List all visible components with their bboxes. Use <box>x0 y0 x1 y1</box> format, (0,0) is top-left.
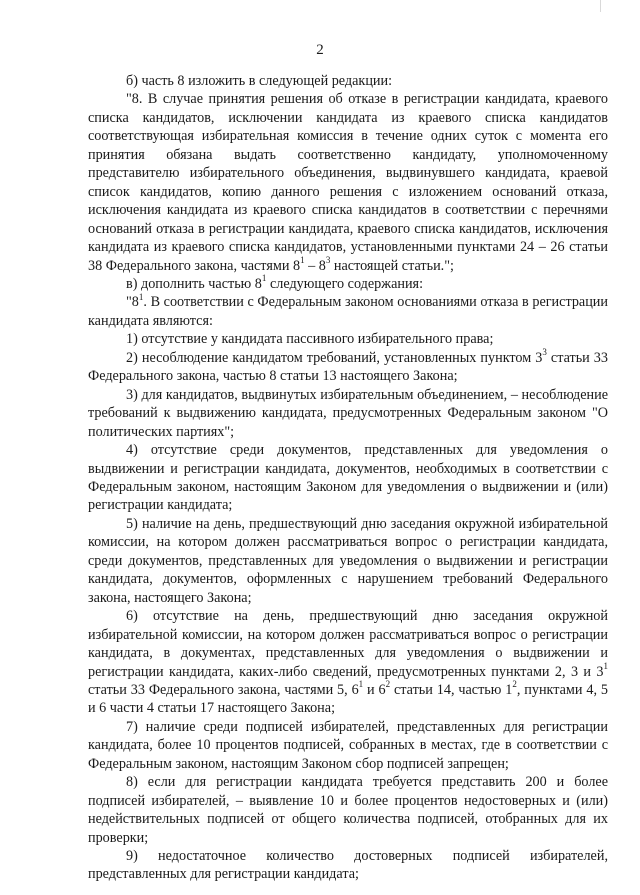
superscript: 1 <box>603 660 608 671</box>
text-run: 8) если для регистрации кандидата требуется представить 200 и более подписей избирателей, – выявление 10 и более процентов недостоверных и (или) недействительных подписей от общего количества подписей, отобранных для их проверки; <box>88 774 608 846</box>
text-run: 4) отсутствие среди документов, представленных для уведомления о выдвижении и регистрации кандидата, документов, необходимых в соответствии с Федеральным законом, настоящим Законом для уведомления о выдвижении и (или) регистрации кандидата; <box>88 442 608 514</box>
text-run: 5) наличие на день, предшествующий дню заседания окружной избирательной комиссии, на котором должен рассматриваться вопрос о регистрации кандидата, среди документов, представленных для уведомления о выдвижении и регистрации кандидата, документов, оформленных с нарушением требований Федерального закона, настоящего Закона; <box>88 515 608 606</box>
superscript: 3 <box>325 254 331 265</box>
text-run: 3) для кандидатов, выдвинутых избирательным объединением, – несоблюдение требований к выдвижению кандидата, предусмотренных Федеральным законом "О политических партиях"; <box>88 386 608 440</box>
scan-artifact <box>600 0 601 12</box>
paragraph <box>88 293 608 330</box>
text-run: следующего содержания: <box>266 275 424 292</box>
text-run: 1) отсутствие у кандидата пассивного избирательного права; <box>126 331 494 348</box>
document-body <box>88 72 608 884</box>
text-run: . В соответствии с Федеральным законом основаниями отказа в регистрации кандидата являются: <box>88 294 608 329</box>
text-run: в) дополнить частью 8 <box>126 275 262 292</box>
superscript: 2 <box>512 679 517 690</box>
paragraph <box>88 515 608 607</box>
paragraph <box>88 386 608 441</box>
page-number: 2 <box>316 42 324 58</box>
text-run: настоящей статьи."; <box>330 257 454 274</box>
text-run: статьи 14, частью 1 <box>390 681 513 698</box>
text-run: 9) недостаточное количество достоверных подписей избирателей, представленных для регистрации кандидата; <box>88 848 608 883</box>
superscript: 1 <box>138 291 144 302</box>
paragraph <box>88 607 608 718</box>
text-run: "8. В случае принятия решения об отказе в регистрации кандидата, краевого списка кандидатов, исключении кандидата из краевого списка кандидатов соответствующая избирательная комиссия в течение одних суток с момента его принятия обязана выдать соответственно кандидату, уполномоченному представителю избирательного объединения, выдвинувшего кандидата, краевой список кандидатов, копию данного решения с изложением оснований отказа, исключения кандидата из краевого списка кандидатов в соответствии с перечнями оснований отказа в регистрации кандидата, краевого списка кандидатов, исключения кандидата из краевого списка кандидатов, установленными пунктами 24 – 26 статьи 38 Федерального закона, частями 8 <box>88 91 608 274</box>
superscript: 1 <box>300 254 305 265</box>
text-run: б) часть 8 изложить в следующей редакции: <box>126 73 393 89</box>
superscript: 3 <box>542 347 547 358</box>
superscript: 1 <box>358 679 364 690</box>
text-run: 6) отсутствие на день, предшествующий дню заседания окружной избирательной комиссии, на котором должен рассматриваться вопрос о регистрации кандидата, в документах, представленных для уведомления о выдвижении и регистрации кандидата, каких-либо сведений, предусмотренных пунктами 2, 3 и 3 <box>88 608 608 680</box>
paragraph <box>88 718 608 773</box>
paragraph <box>88 847 608 884</box>
text-run: статьи 33 Федерального закона, частями 5, 6 <box>88 681 359 698</box>
paragraph <box>88 275 608 293</box>
paragraph <box>88 441 608 515</box>
paragraph <box>88 72 608 90</box>
paragraph <box>88 330 608 348</box>
superscript: 2 <box>385 679 391 690</box>
text-run: 7) наличие среди подписей избирателей, представленных для регистрации кандидата, более 10 процентов подписей, собранных в местах, где в соответствии с Федеральным законом, настоящим Законом сбор подписей запрещен; <box>88 718 608 772</box>
superscript: 1 <box>261 273 267 284</box>
text-run: и 6 <box>363 681 386 698</box>
text-run: – 8 <box>304 257 326 274</box>
text-run: 2) несоблюдение кандидатом требований, установленных пунктом 3 <box>126 349 543 366</box>
text-run: , пунктами 4, 5 и 6 части 4 статьи 17 настоящего Закона; <box>88 681 608 717</box>
text-run: статьи 33 Федерального закона, частью 8 статьи 13 настоящего Закона; <box>88 349 608 385</box>
text-run: "8 <box>126 294 139 311</box>
paragraph <box>88 773 608 847</box>
paragraph <box>88 349 608 386</box>
paragraph <box>88 90 608 275</box>
